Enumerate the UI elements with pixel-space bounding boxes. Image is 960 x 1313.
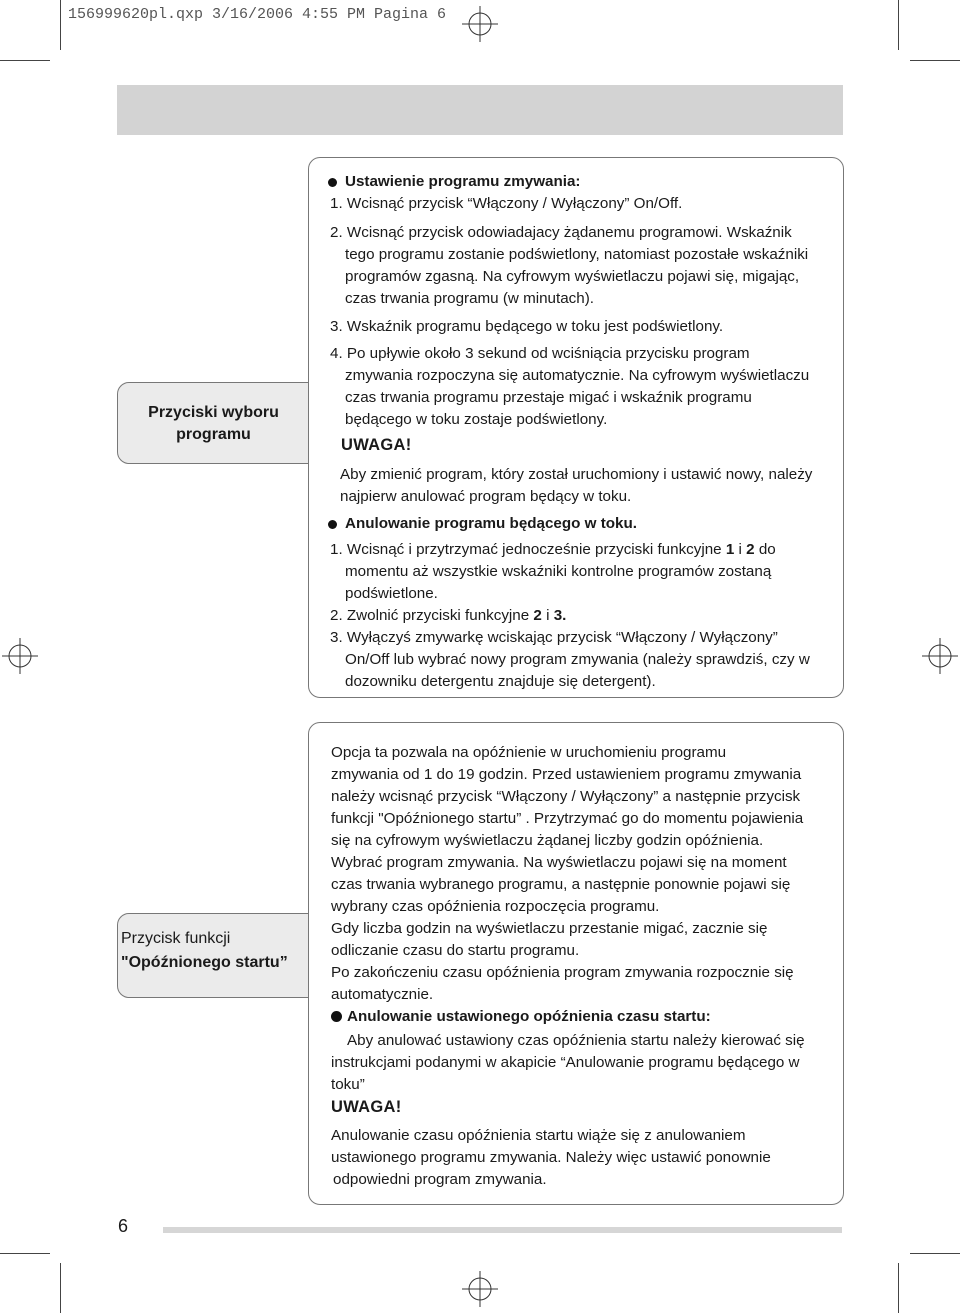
step-text: dozowniku detergentu znajduje się detergent). bbox=[345, 673, 656, 690]
header-band bbox=[117, 85, 843, 135]
step-text-part: do bbox=[754, 541, 776, 558]
paragraph-line: Gdy liczba godzin na wyświetlaczu przestanie migać, zacznie się bbox=[331, 920, 768, 937]
step-text: tego programu zostanie podświetlony, natomiast pozostałe wskaźniki bbox=[345, 246, 809, 263]
paragraph-line: należy wcisnąć przycisk “Włączony / Wyłączony” a następnie przycisk bbox=[331, 788, 801, 805]
paragraph-line: wybrany czas opóźnienia rozpoczęcia programu. bbox=[331, 898, 660, 915]
crop-mark bbox=[898, 0, 899, 50]
paragraph-line: Anulowanie czasu opóźnienia startu wiąże się z anulowaniem bbox=[331, 1127, 746, 1144]
paragraph-line: się na cyfrowym wyświetlaczu żądanej liczby godzin opóźnienia. bbox=[331, 832, 764, 849]
paragraph-line: zmywania od 1 do 19 godzin. Przed ustawieniem programu zmywania bbox=[331, 766, 802, 783]
step-text: podświetlone. bbox=[345, 585, 438, 602]
step-text: czas trwania programu (w minutach). bbox=[345, 290, 594, 307]
crop-mark bbox=[910, 1253, 960, 1254]
page-number: 6 bbox=[118, 1216, 129, 1236]
paragraph-line: czas trwania wybranego programu, a następnie ponownie pojawi się bbox=[331, 876, 791, 893]
step-text: 3. Wyłączyś zmywarkę wciskając przycisk “Włączony / Wyłączony” bbox=[330, 629, 778, 646]
tab-label bbox=[121, 928, 288, 974]
crop-mark bbox=[60, 1263, 61, 1313]
paragraph-line: automatycznie. bbox=[331, 986, 434, 1003]
step-text: zmywania rozpoczyna się automatycznie. Na cyfrowym wyświetlaczu bbox=[345, 367, 810, 384]
note-text: Aby zmienić program, który został uruchomiony i ustawić nowy, należy bbox=[340, 466, 813, 483]
registration-mark-icon bbox=[2, 638, 38, 674]
subheading: Anulowanie ustawionego opóźnienia czasu startu: bbox=[347, 1008, 711, 1025]
tab-label bbox=[117, 402, 310, 446]
step-text: momentu aż wszystkie wskaźniki kontrolne programów zostaną bbox=[345, 563, 772, 580]
crop-mark bbox=[0, 60, 50, 61]
paragraph-line: funkcji "Opóźnionego startu” . Przytrzymać go do momentu pojawienia bbox=[331, 810, 804, 827]
step-text bbox=[330, 605, 566, 627]
step-text-part: 2 bbox=[746, 541, 755, 558]
step-text: 3. Wskaźnik programu będącego w toku jest podświetlony. bbox=[330, 318, 724, 335]
print-slug: 156999620pl.qxp 3/16/2006 4:55 PM Pagina 6 bbox=[68, 6, 447, 23]
paragraph-line: ustawionego programu zmywania. Należy więc ustawić ponownie bbox=[331, 1149, 771, 1166]
step-text: będącego w toku zostaje podświetlony. bbox=[345, 411, 608, 428]
step-text-part: 1. Wcisnąć i przytrzymać jednocześnie przyciski funkcyjne bbox=[330, 541, 726, 558]
paragraph-line: Opcja ta pozwala na opóźnienie w uruchomieniu programu bbox=[331, 744, 727, 761]
step-text: On/Off lub wybrać nowy program zmywania (należy sprawdziś, czy w bbox=[345, 651, 810, 668]
step-text-part: i bbox=[734, 541, 747, 558]
registration-mark-icon bbox=[462, 1271, 498, 1307]
note-text: najpierw anulować program będący w toku. bbox=[340, 488, 632, 505]
paragraph-line: instrukcjami podanymi w akapicie “Anulowanie programu będącego w bbox=[331, 1054, 800, 1071]
paragraph-line: Po zakończeniu czasu opóźnienia program zmywania rozpocznie się bbox=[331, 964, 794, 981]
warning-heading: UWAGA! bbox=[331, 1098, 402, 1116]
step-text: programów zgasną. Na cyfrowym wyświetlaczu pojawi się, migając, bbox=[345, 268, 800, 285]
tab-label-line: Przyciski wyboru bbox=[148, 404, 279, 421]
footer-rule bbox=[163, 1227, 842, 1233]
step-text: czas trwania programu przestaje migać i wskaźnik programu bbox=[345, 389, 752, 406]
paragraph-line: Wybrać program zmywania. Na wyświetlaczu pojawi się na moment bbox=[331, 854, 787, 871]
warning-heading: UWAGA! bbox=[341, 436, 412, 454]
step-text: 4. Po upływie około 3 sekund od wciśniącia przycisku program bbox=[330, 345, 750, 362]
tab-label-line: Przycisk funkcji bbox=[121, 930, 231, 947]
crop-mark bbox=[898, 1263, 899, 1313]
step-text-part: i bbox=[541, 607, 554, 624]
step-text: 2. Wcisnąć przycisk odowiadajacy żądanemu programowi. Wskaźnik bbox=[330, 224, 792, 241]
paragraph-line: odpowiedni program zmywania. bbox=[333, 1171, 547, 1188]
registration-mark-icon bbox=[462, 6, 498, 42]
paragraph-line: odliczanie czasu do startu programu. bbox=[331, 942, 580, 959]
tab-label-line: "Opóźnionego startu” bbox=[121, 954, 288, 971]
subheading: Ustawienie programu zmywania: bbox=[345, 173, 581, 190]
crop-mark bbox=[0, 1253, 50, 1254]
paragraph-line: Aby anulować ustawiony czas opóźnienia startu należy kierować się bbox=[347, 1032, 805, 1049]
step-text-part: 2. Zwolnić przyciski funkcyjne bbox=[330, 607, 534, 624]
registration-mark-icon bbox=[922, 638, 958, 674]
tab-label-line: programu bbox=[176, 426, 251, 443]
bullet-icon bbox=[328, 520, 337, 529]
step-text: 1. Wcisnąć przycisk “Włączony / Wyłączony” On/Off. bbox=[330, 195, 683, 212]
step-text-part: 2 bbox=[533, 607, 542, 624]
crop-mark bbox=[60, 0, 61, 50]
step-text bbox=[330, 539, 776, 561]
paragraph-line: toku” bbox=[331, 1076, 365, 1093]
step-text-part: 1 bbox=[725, 541, 735, 558]
subheading: Anulowanie programu będącego w toku. bbox=[345, 515, 637, 532]
crop-mark bbox=[910, 60, 960, 61]
bullet-icon bbox=[328, 178, 337, 187]
bullet-icon bbox=[331, 1011, 342, 1022]
step-text-part: 3. bbox=[553, 607, 567, 624]
